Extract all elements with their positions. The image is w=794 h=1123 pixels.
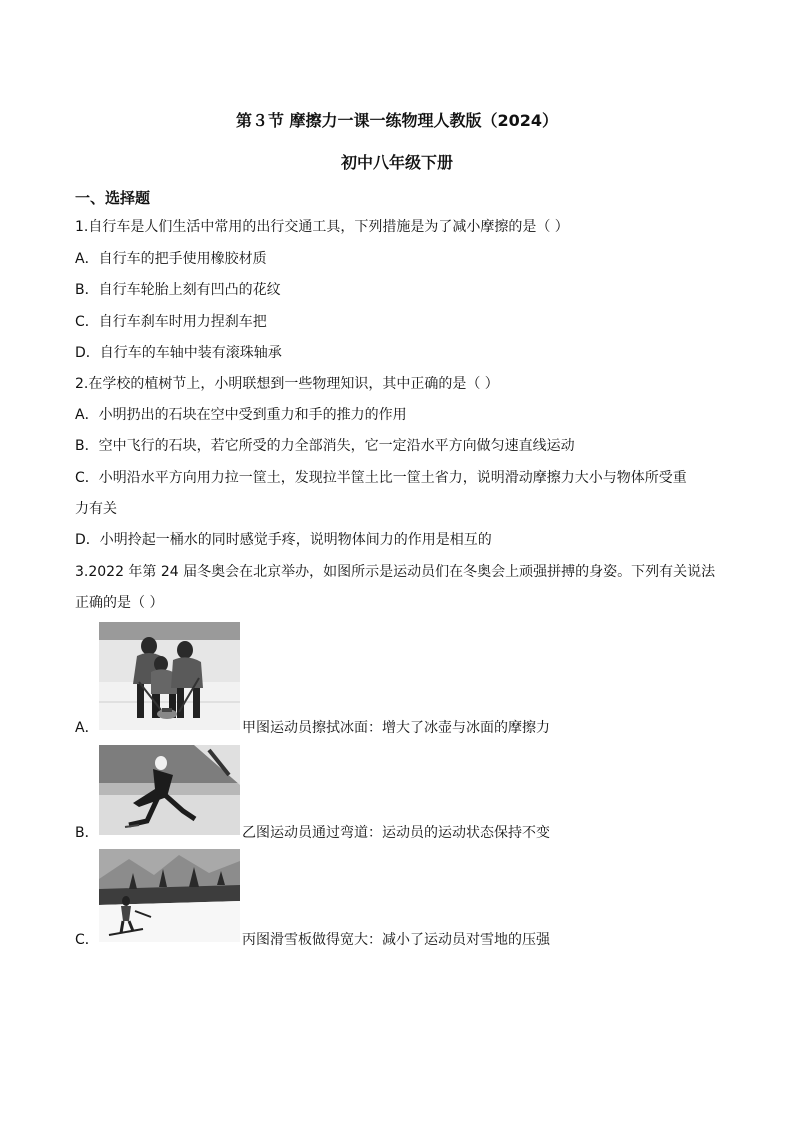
question-2-stem: 2.在学校的植树节上，小明联想到一些物理知识，其中正确的是（ ）	[75, 376, 499, 392]
question-1-stem: 1.自行车是人们生活中常用的出行交通工具，下列措施是为了减小摩擦的是（ ）	[75, 219, 569, 235]
question-3-option-c-label: C．	[75, 932, 99, 948]
question-1-option-b: B．自行车轮胎上刻有凹凸的花纹	[75, 282, 281, 298]
question-2-option-d: D．小明拎起一桶水的同时感觉手疼，说明物体间力的作用是相互的	[75, 532, 492, 548]
question-2-option-c-continued: 力有关	[75, 501, 117, 517]
question-1-option-a: A．自行车的把手使用橡胶材质	[75, 251, 267, 267]
question-1-option-d: D．自行车的车轴中装有滚珠轴承	[75, 345, 282, 361]
document-subtitle: 初中八年级下册	[340, 153, 453, 172]
section-heading: 一、选择题	[75, 189, 151, 207]
question-3-option-b-label: B．	[75, 825, 99, 841]
question-3-option-c-text: 丙图滑雪板做得宽大：减小了运动员对雪地的压强	[242, 932, 550, 948]
question-3-option-a-label: A．	[75, 720, 99, 736]
curling-photo	[99, 622, 240, 730]
question-2-option-c: C．小明沿水平方向用力拉一筐土，发现拉半筐土比一筐土省力，说明滑动摩擦力大小与物体所受重	[75, 470, 687, 486]
question-3-option-b-text: 乙图运动员通过弯道：运动员的运动状态保持不变	[242, 825, 550, 841]
question-3-option-a-text: 甲图运动员擦拭冰面：增大了冰壶与冰面的摩擦力	[242, 720, 550, 736]
question-2-option-a: A．小明扔出的石块在空中受到重力和手的推力的作用	[75, 407, 407, 423]
question-3-stem-line-1: 3.2022 年第 24 届冬奥会在北京举办，如图所示是运动员们在冬奥会上顽强拼搏的身姿。下列有关说法	[75, 564, 716, 580]
question-3-stem-line-2: 正确的是（ ）	[75, 595, 164, 611]
document-title: 第３节 摩擦力一课一练物理人教版（2024）	[235, 111, 559, 130]
skiing-photo	[99, 849, 240, 942]
speed-skating-photo	[99, 745, 240, 835]
question-2-option-b: B．空中飞行的石块，若它所受的力全部消失，它一定沿水平方向做匀速直线运动	[75, 438, 575, 454]
question-1-option-c: C．自行车刹车时用力捏刹车把	[75, 314, 267, 330]
